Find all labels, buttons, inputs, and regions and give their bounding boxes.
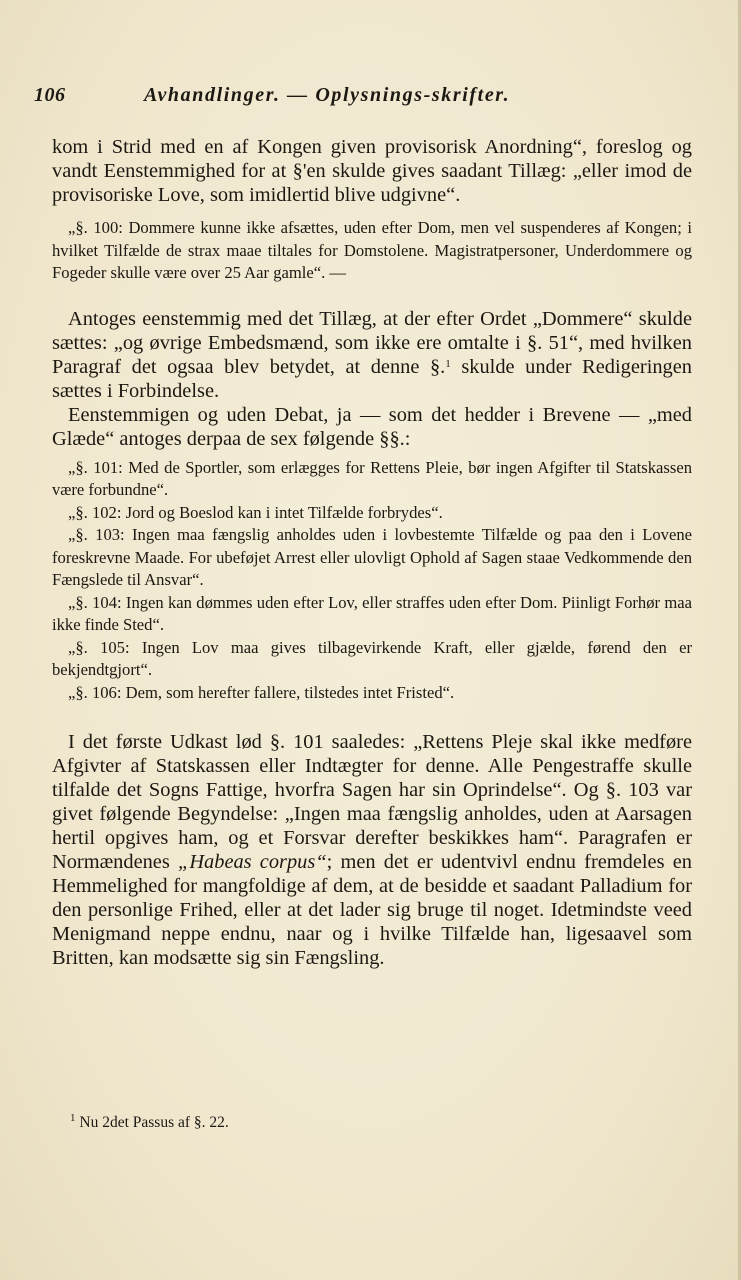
section-106: „§. 106: Dem, som herefter fallere, tilstedes intet Fristed“. [68, 682, 455, 702]
section-105: „§. 105: Ingen Lov maa gives tilbagevirkende Kraft, eller gjælde, førend den er bekjendtgjort“. [52, 637, 692, 679]
habeas-corpus-italic: „Habeas corpus“ [177, 851, 327, 873]
section-101: „§. 101: Med de Sportler, som erlægges for Rettens Pleie, bør ingen Afgifter til Statskassen være forbundne“. [52, 457, 692, 499]
page-number: 106 [34, 84, 66, 106]
section-104: „§. 104: Ingen kan dømmes uden efter Lov, eller straffes uden efter Dom. Piinligt Forhør maa ikke finde Sted“. [52, 592, 692, 634]
footnote-marker-ref: 1 [445, 357, 451, 370]
footnote-marker: 1 [70, 1112, 76, 1124]
section-103: „§. 103: Ingen maa fængslig anholdes uden i lovbestemte Tilfælde og paa den i Lovene foreskrevne Maade. For ubeføjet Arrest eller ulovligt Ophold af Sagen staae Vedkommende den Fængslede til Ansvar“. [52, 525, 692, 589]
running-title: Avhandlinger. — Oplysnings-skrifter. [144, 84, 511, 106]
section-list [52, 457, 692, 705]
footnote [70, 1113, 229, 1133]
section-102: „§. 102: Jord og Boeslod kan i intet Tilfælde forbrydes“. [68, 502, 443, 522]
page-body [52, 135, 692, 970]
paragraph-3-end: skulde under Redigeringen sættes i Forbindelse. [52, 355, 692, 402]
footnote-text: Nu 2det Passus af §. 22. [75, 1114, 229, 1131]
paragraph-3-text: Antoges eenstemmig med det Tillæg, at der efter Ordet „Dommere“ skulde sættes: „og øvrige Embedsmænd, som ikke ere omtalte i §. 51“, med hvilken Paragraf det ogsaa blev betydet, at denne §. [52, 307, 692, 378]
paragraph-5-text-a: I det første Udkast lød §. 101 saaledes: „Rettens Pleje skal ikke medføre Afgivter af Statskassen eller Indtægter for denne. Alle Pengestraffe skulle tilfalde det Sogns Fattige, hvorfra Sagen har sin Oprindelse“. Og §. 103 var givet følgende Begyndelse: „Ingen maa fængslig anholdes, uden at Aarsagen hertil opgives ham, og et Forsvar derefter beskikkes ham“. Paragrafen er Normændenes [52, 731, 692, 873]
paragraph-5 [52, 730, 692, 970]
paragraph-3 [52, 307, 692, 403]
paragraph-section-100: „§. 100: Dommere kunne ikke afsættes, uden efter Dom, men vel suspenderes af Kongen; i hvilket Tilfælde de strax maae tiltales for Domstolene. Magistratpersoner, Underdommere og Fogeder skulle være over 25 Aar gamle“. — [52, 218, 692, 282]
paragraph-4: Eenstemmigen og uden Debat, ja — som det hedder i Brevene — „med Glæde“ antoges derpaa de sex følgende §§.: [52, 403, 692, 450]
paragraph-5-text-b: ; men det er udentvivl endnu fremdeles en Hemmelighed for mangfoldige af dem, at de besidde et saadant Palladium for den personlige Frihed, eller at det lader sig bruge til noget. Idetmindste veed Menigmand neppe endnu, naar og i hvilke Tilfælde han, ligesaavel som Britten, kan modsætte sig sin Fængsling. [52, 851, 692, 969]
paragraph-1: kom i Strid med en af Kongen given provisorisk Anordning“, foreslog og vandt Eenstemmighed for at §'en skulde gives saadant Tillæg: „eller imod de provisoriske Love, som imidlertid blive udgivne“. [52, 136, 692, 206]
